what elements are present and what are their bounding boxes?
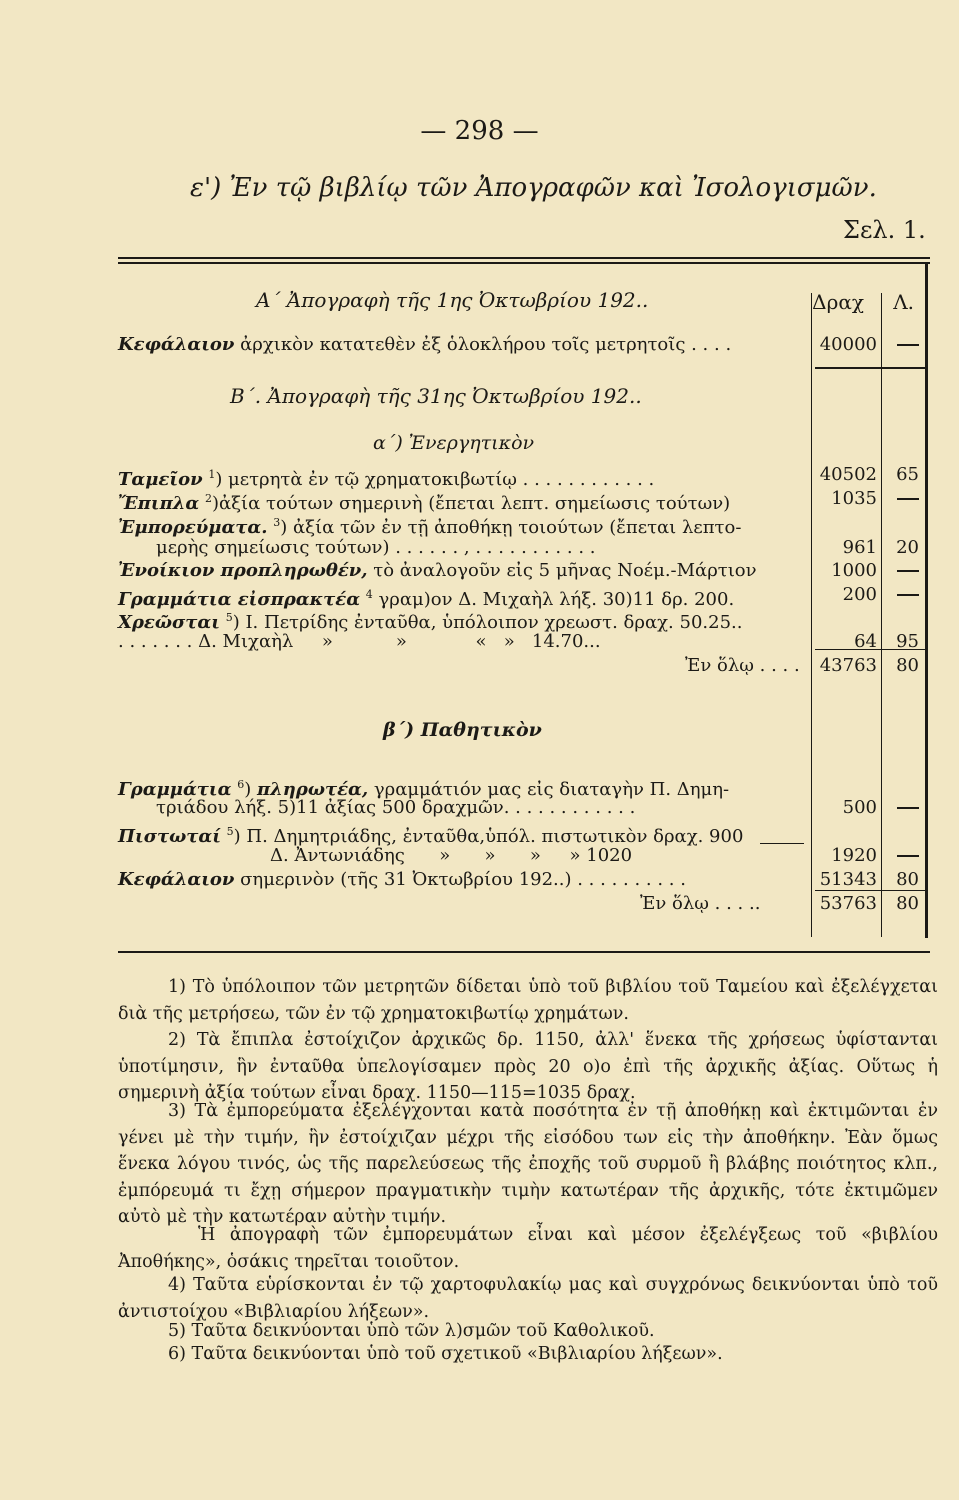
page-reference: Σελ. 1. (843, 216, 926, 244)
active-title: α΄) Ἐνεργητικὸν (373, 432, 535, 454)
active-row-7: Χρεῶσται $^5$) Ι. Πετρίδης ἐνταῦθα, ὑπόλοιπον χρεωστ. δραχ. 50.25.. (118, 611, 743, 633)
footnote-2: 2) Τὰ ἔπιπλα ἐστοίχιζον ἀρχικῶς δρ. 1150, ἀλλ' ἕνεκα τῆς χρήσεως ὑφίστανται ὑποτίμησιν, ἣν ἐνταῦθα ὑπελογίσαμεν πρὸς 20 ο)ο ἐπὶ τῆς ἀρχικῆς ἀξίας. Οὕτως ἡ σημερινὴ ἀξία τούτων εἶναι δραχ. 1150—115=1035 δραχ. (118, 1030, 938, 1104)
footnote-3b: Ἡ ἀπογραφὴ τῶν ἐμπορευμάτων εἶναι καὶ μέσον ἐξελέγξεως τοῦ «βιβλίου Ἀποθήκης», ὁσάκις τηρεῖται τοιοῦτον. (118, 1225, 938, 1272)
footnote-5: 5) Ταῦτα δεικνύονται ὑπὸ τῶν λ)σμῶν τοῦ Καθολικοῦ. (168, 1321, 655, 1341)
active-lepta-4: 20 (896, 537, 919, 558)
active-row-6: Γραμμάτια εἰσπρακτέα $^4$ γραμ)ον Δ. Μιχαὴλ λήξ. 30)11 δρ. 200. (118, 588, 735, 610)
capital-label: Κεφάλαιον (118, 334, 235, 355)
active-total-drax: 43763 (819, 655, 877, 676)
section-a-title: Α΄ Ἀπογραφὴ τῆς 1ης Ὀκτωβρίου 192.. (256, 288, 649, 312)
passive-lepta-4 (897, 845, 919, 867)
passive-lepta-5: 80 (896, 869, 919, 890)
section-a-line (118, 334, 731, 356)
section-b-title: Β΄. Ἀπογραφὴ τῆς 31ης Ὀκτωβρίου 192.. (230, 384, 642, 408)
section-a-drax: 40000 (819, 334, 877, 355)
active-row-4: μερὴς σημείωσις τούτων) . . . . . . , . . . . . . . . . . . (156, 537, 596, 558)
top-double-rule-2 (118, 262, 930, 264)
passive-row-3: Πιστωταί $^5$) Π. Δημητριάδης, ἐνταῦθα,ὑπόλ. πιστωτικὸν δραχ. 900 (118, 825, 744, 847)
active-total-lepta: 80 (896, 655, 919, 676)
active-drax-4: 961 (842, 537, 877, 558)
passive-drax-4: 1920 (831, 845, 877, 866)
top-double-rule-1 (118, 257, 930, 259)
footnote-separator (118, 951, 930, 953)
drax-header: Δραχ (812, 290, 864, 314)
section-a-lepta (897, 334, 919, 356)
footnote-4: 4) Ταῦτα εὑρίσκονται ἐν τῷ χαρτοφυλακίῳ μας καὶ συγχρόνως δεικνύονται ὑπὸ τοῦ ἀντιστοίχου «Βιβλιαρίου λήξεων». (118, 1275, 938, 1322)
active-drax-6: 200 (842, 584, 877, 605)
active-drax-1: 40502 (819, 464, 877, 485)
page-heading: ε') Ἐν τῷ βιβλίῳ τῶν Ἀπογραφῶν καὶ Ἰσολογισμῶν. (190, 173, 877, 203)
passive-drax-5: 51343 (819, 869, 877, 890)
active-lepta-8: 95 (896, 631, 919, 652)
passive-total-label: Ἐν ὅλῳ . . . .. (640, 893, 761, 914)
active-row-8: . . . . . . . Δ. Μιχαὴλ » » « » 14.70... (118, 631, 601, 652)
active-lepta-5 (897, 560, 919, 582)
active-lepta-2 (897, 488, 919, 510)
active-drax-5: 1000 (831, 560, 877, 581)
page-number: — 298 — (420, 116, 539, 146)
passive-row-4: Δ. Ἀντωνιάδης » » » » 1020 (270, 845, 633, 866)
passive-row-2: τριάδου λήξ. 5)11 ἀξίας 500 δραχμῶν. . . . . . . . . . . . (156, 797, 636, 818)
passive-row-5: Κεφάλαιον σημερινὸν (τῆς 31 Ὀκτωβρίου 192..) . . . . . . . . . . (118, 869, 686, 890)
lepta-header: Λ. (893, 290, 914, 314)
active-lepta-1: 65 (896, 464, 919, 485)
section-a-line-text: ἀρχικὸν κατατεθὲν ἐξ ὁλοκλήρου τοῖς μετρητοῖς . . . . (240, 334, 732, 355)
lepta-column-divider (881, 293, 882, 937)
active-lepta-6 (897, 584, 919, 606)
section-a-sum-rule (815, 367, 925, 369)
active-drax-2: 1035 (831, 488, 877, 509)
passive-total-lepta: 80 (896, 893, 919, 914)
passive-total-drax: 53763 (819, 893, 877, 914)
passive-lepta-2 (897, 797, 919, 819)
footnote-3: 3) Τὰ ἐμπορεύματα ἐξελέγχονται κατὰ ποσότητα ἐν τῇ ἀποθήκῃ καὶ ἐκτιμῶνται ἐν γένει μὲ τὴν τιμήν, ἣν ἐστοίχιζαν μέχρι τῆς εἰσόδου των εἰς τὴν ἀποθήκην. Ἐὰν ὅμως ἕνεκα λόγου τινός, ὡς τῆς παρελεύσεως τῆς ἐποχῆς τοῦ συρμοῦ ἢ βλάβης ποιότητος κλπ., ἐμπόρευμά τι ἔχῃ σήμερον πραγματικὴν τιμὴν κατωτέραν τῆς ἀρχικῆς, τότε ἐκτιμῶμεν αὐτὸ μὲ τὴν κατωτέραν αὐτὴν τιμήν. (118, 1101, 938, 1228)
footnote-1: 1) Τὸ ὑπόλοιπον τῶν μετρητῶν δίδεται ὑπὸ τοῦ βιβλίου τοῦ Ταμείου καὶ ἐξελέγχεται διὰ τῆς μετρήσεω, τῶν ἐν τῷ χρηματοκιβωτίῳ χρημάτων. (118, 977, 938, 1024)
active-row-5: Ἐνοίκιον προπληρωθέν, τὸ ἀναλογοῦν εἰς 5 μῆνας Νοέμ.-Μάρτιον (118, 560, 757, 581)
active-row-3: Ἐμπορεύματα. $^3$) ἀξία τῶν ἐν τῇ ἀποθήκῃ τοιούτων (ἔπεται λεπτο- (118, 516, 742, 538)
footnote-6: 6) Ταῦτα δεικνύονται ὑπὸ τοῦ σχετικοῦ «Βιβλιαρίου λήξεων». (168, 1344, 723, 1364)
drax-column-divider (811, 293, 812, 937)
active-total-label: Ἐν ὅλῳ . . . . (685, 655, 800, 676)
active-row-1: Ταμεῖον $^1$) μετρητὰ ἐν τῷ χρηματοκιβωτίῳ . . . . . . . . . . . . (118, 468, 655, 490)
passive-drax-2: 500 (842, 797, 877, 818)
passive-row-1: Γραμμάτια $^6$) πληρωτέα, γραμμάτιόν μας εἰς διαταγὴν Π. Δημη- (118, 778, 730, 800)
right-frame-rule (925, 262, 928, 938)
active-row-2: Ἔπιπλα $^2$)ἀξία τούτων σημερινὴ (ἔπεται λεπτ. σημείωσις τούτων) (118, 492, 731, 514)
active-drax-8: 64 (854, 631, 877, 652)
passive-title: β΄) Παθητικὸν (383, 719, 542, 741)
creditor-sum-rule (760, 843, 804, 844)
